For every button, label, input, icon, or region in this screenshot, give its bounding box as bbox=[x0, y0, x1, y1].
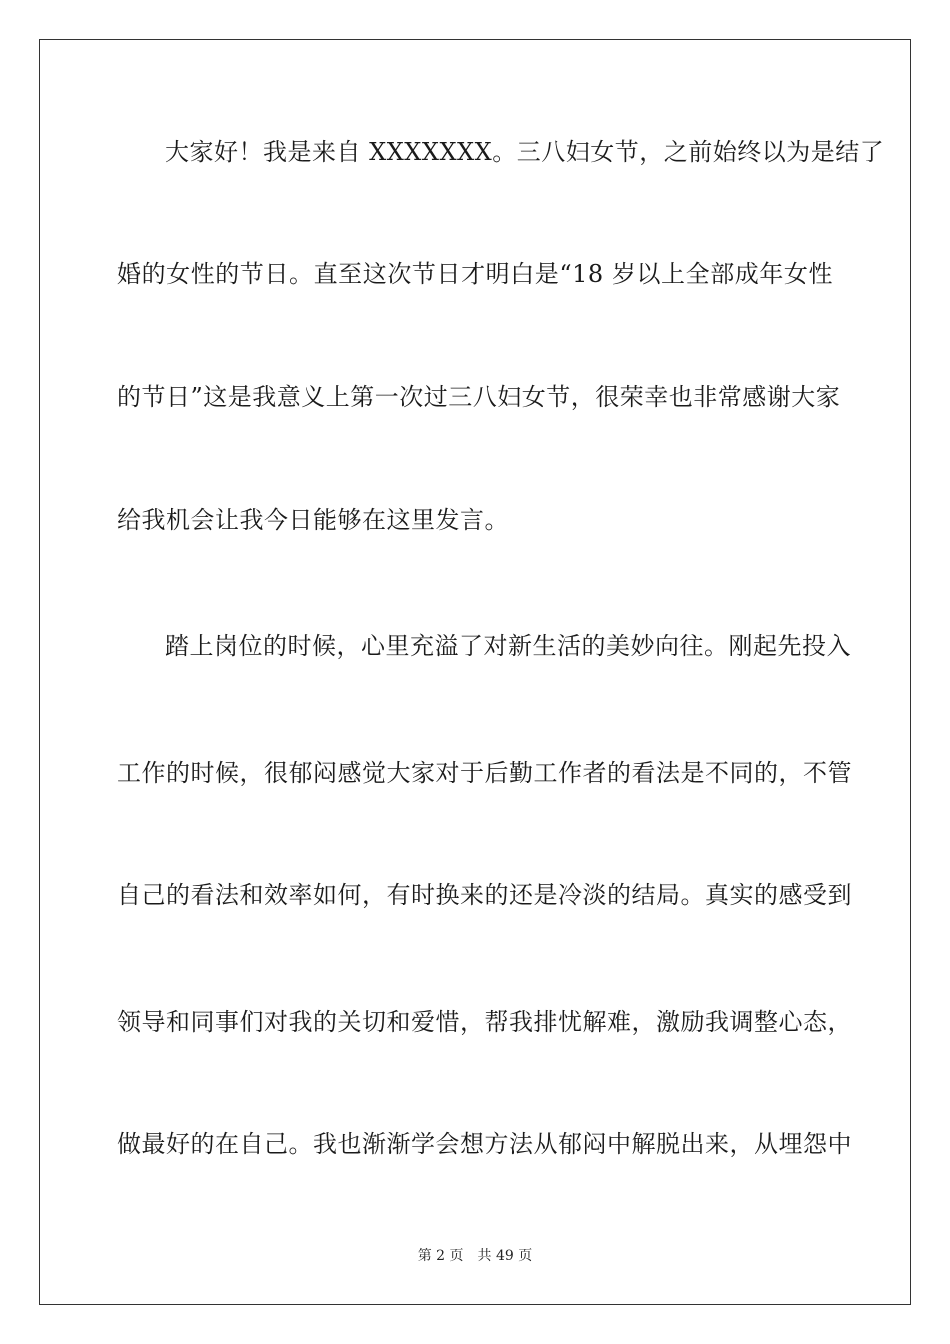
paragraph-2-line-2: 工作的时候，很郁闷感觉大家对于后勤工作者的看法是不同的，不管 bbox=[117, 759, 852, 787]
paragraph-2-line-5: 做最好的在自己。我也渐渐学会想方法从郁闷中解脱出来，从埋怨中 bbox=[117, 1130, 852, 1158]
paragraph-2-line-1: 踏上岗位的时候，心里充溢了对新生活的美妙向往。刚起先投入 bbox=[165, 632, 851, 660]
paragraph-1-line-3: 的节日”这是我意义上第一次过三八妇女节，很荣幸也非常感谢大家 bbox=[117, 383, 841, 411]
paragraph-2-line-3: 自己的看法和效率如何，有时换来的还是冷淡的结局。真实的感受到 bbox=[117, 881, 852, 909]
paragraph-1-line-2: 婚的女性的节日。直至这次节日才明白是“18 岁以上全部成年女性 bbox=[117, 260, 833, 288]
page-border bbox=[39, 39, 911, 1305]
page-footer bbox=[0, 1247, 950, 1265]
page-number: 第 2 页 bbox=[417, 1248, 464, 1264]
page-total: 共 49 页 bbox=[477, 1248, 533, 1264]
paragraph-1-line-1: 大家好！我是来自 XXXXXXX。三八妇女节，之前始终以为是结了 bbox=[165, 138, 885, 166]
paragraph-1-line-4: 给我机会让我今日能够在这里发言。 bbox=[117, 506, 509, 534]
paragraph-2-line-4: 领导和同事们对我的关切和爱惜，帮我排忧解难，激励我调整心态， bbox=[117, 1008, 852, 1036]
